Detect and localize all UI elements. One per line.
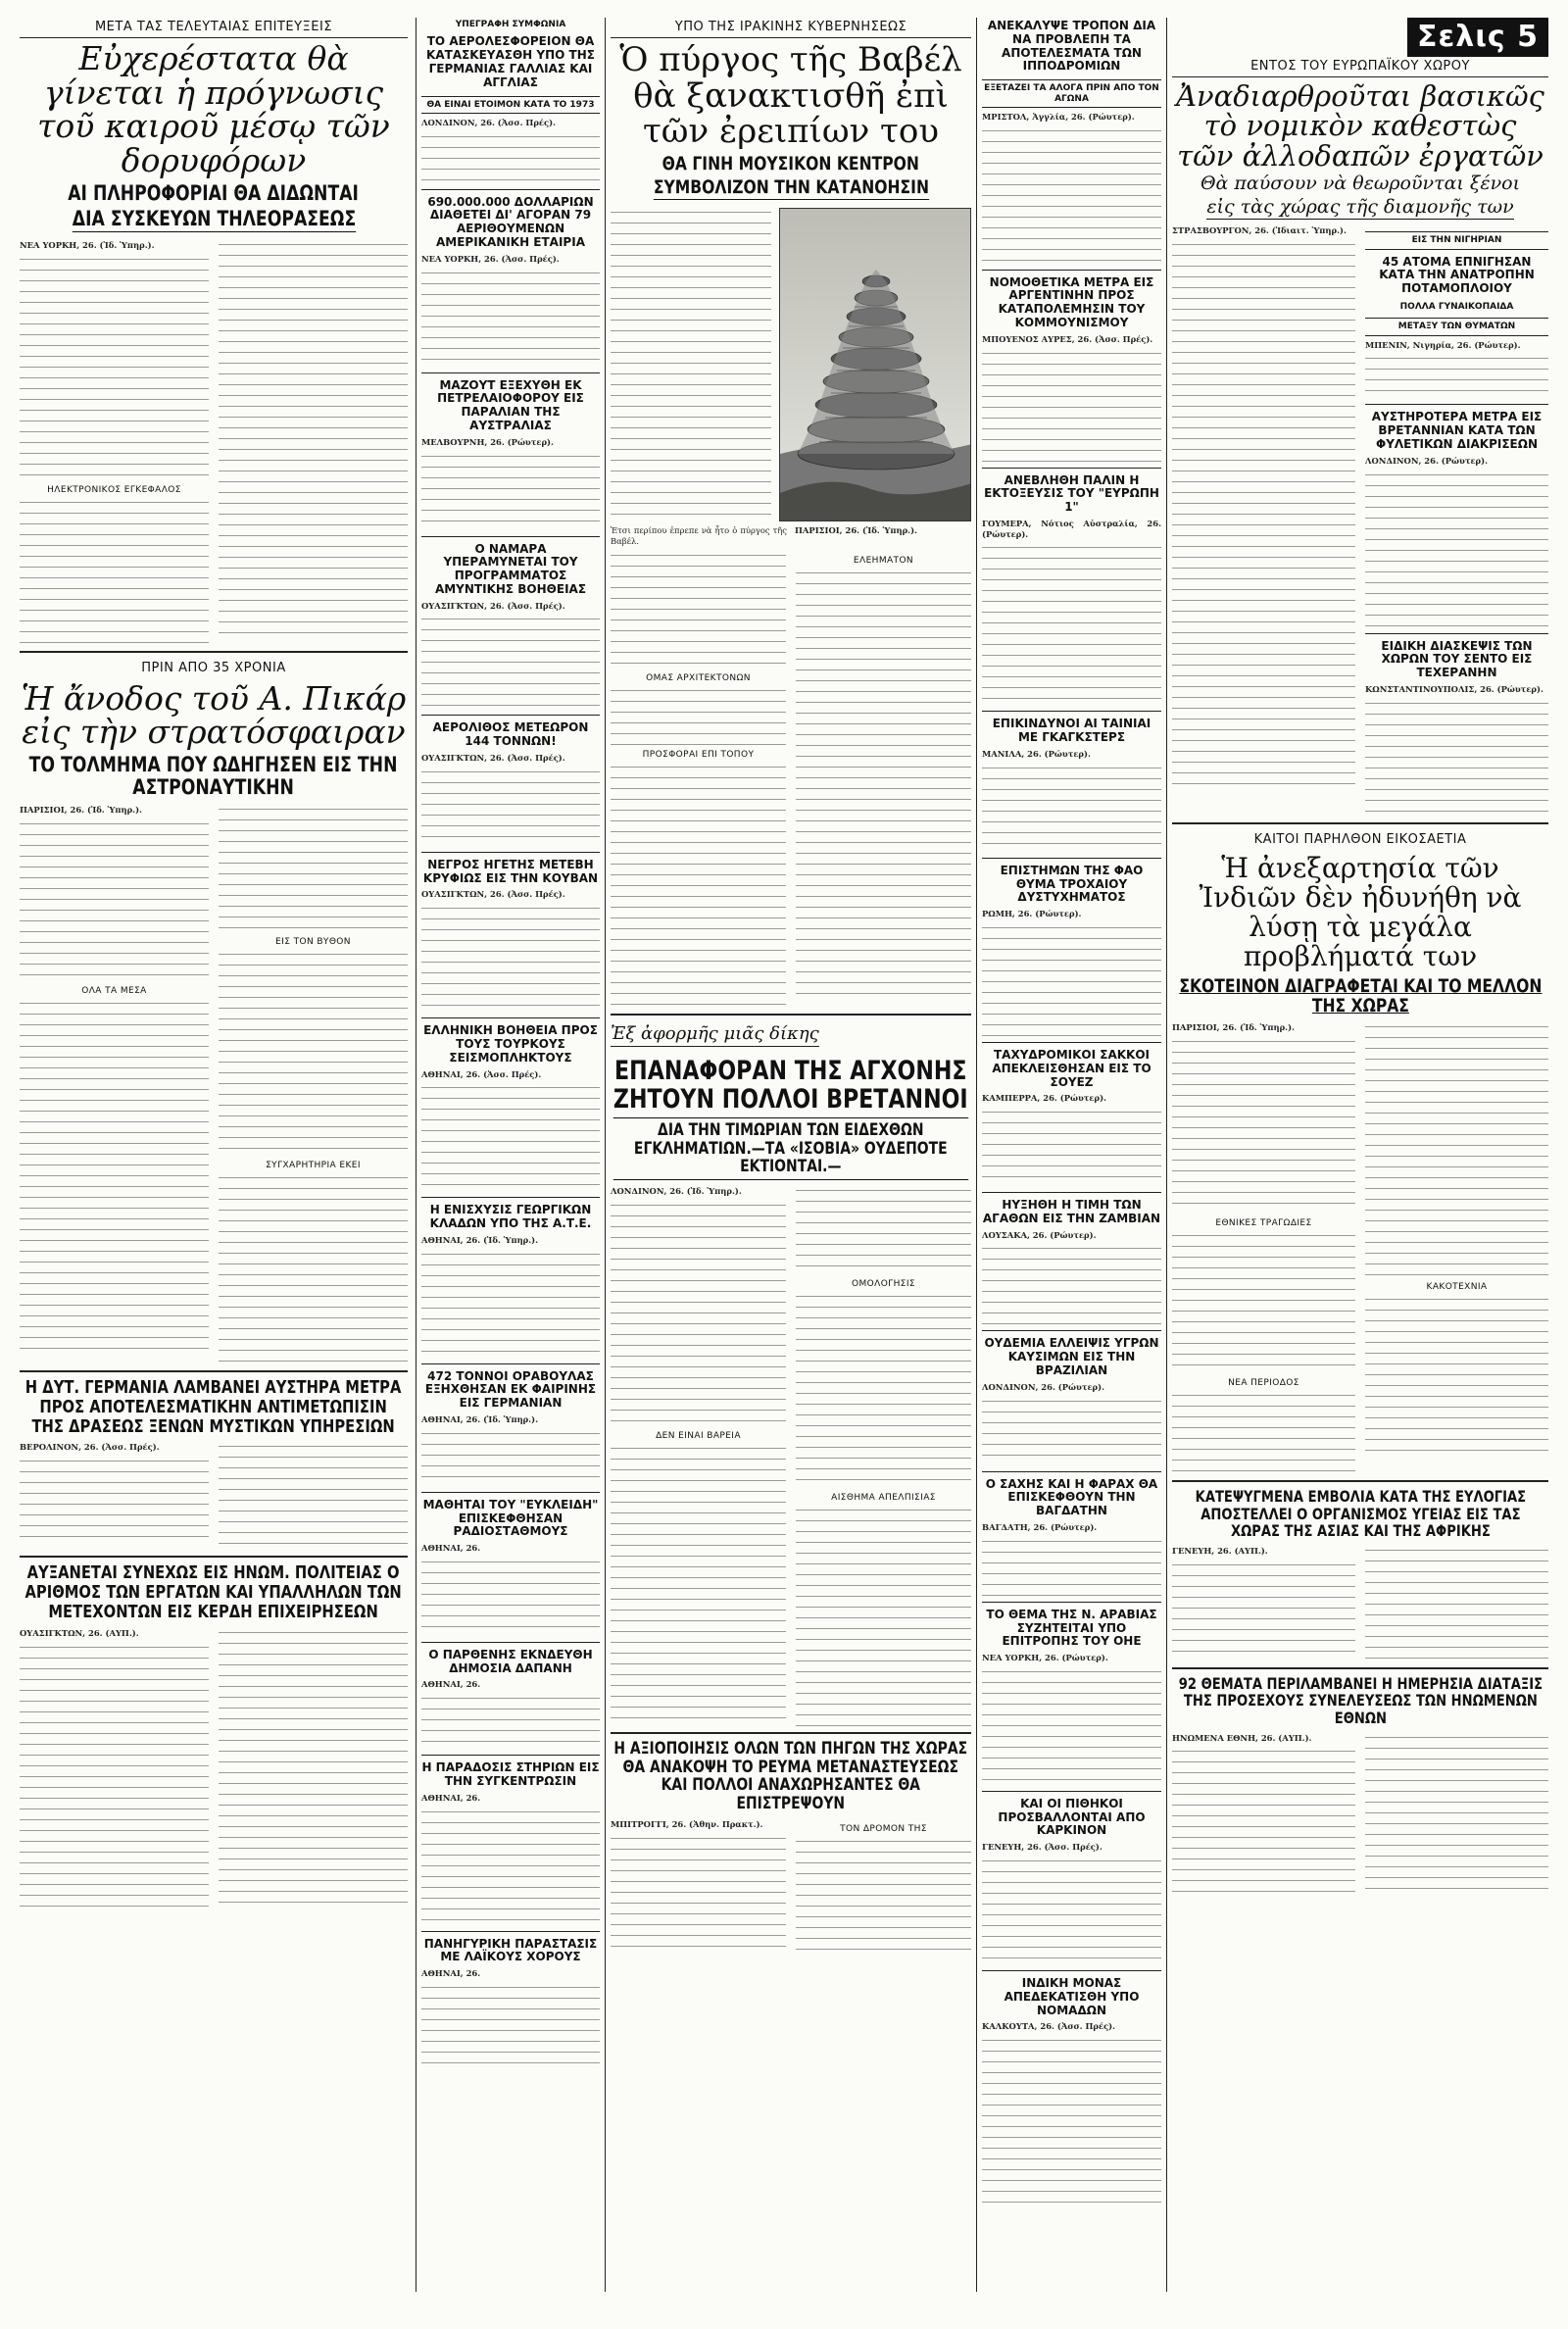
divider — [421, 1363, 600, 1364]
text-block — [982, 1537, 1161, 1596]
kicker: ΠΡΙΝ ΑΠΟ 35 ΧΡΟΝΙΑ — [141, 660, 286, 675]
dateline-text: ΠΑΡΙΣΙΟΙ, 26. (Ἰδ. Ὑπηρ.). — [795, 524, 917, 535]
dateline-text: ΛΟΝΔΙΝΟΝ, 26. (Ἰδ. Ὑπηρ.). — [611, 1186, 742, 1197]
text-block — [1172, 1747, 1355, 1894]
article-body — [611, 1186, 971, 1726]
text-block — [982, 2036, 1161, 2203]
text-block — [1365, 699, 1548, 817]
text-block — [982, 1857, 1161, 1964]
deck: εἰς τὰς χώρας τῆς διαμονῆς των — [1206, 196, 1514, 219]
dateline-text: ΒΕΡΟΛΙΝΟΝ, 26. (Ἀσσ. Πρές). — [20, 1442, 160, 1453]
divider — [421, 1017, 600, 1018]
article-body — [1172, 225, 1548, 816]
dateline-text: ΛΟΥΣΑΚΑ, 26. (Ρώυτερ). — [982, 1229, 1097, 1240]
divider — [982, 270, 1161, 271]
text-block — [982, 126, 1161, 264]
dateline — [982, 1653, 1161, 1663]
headline: ΕΛΛΗΝΙΚΗ ΒΟΗΘΕΙΑ ΠΡΟΣ ΤΟΥΣ ΤΟΥΡΚΟΥΣ ΣΕΙΣΜΟΠΛΗΚΤΟΥΣ — [423, 1023, 598, 1065]
dateline — [421, 1793, 600, 1804]
dateline — [20, 1628, 209, 1639]
text-block — [421, 1983, 600, 2071]
headline: ΜΑΖΟΥΤ ΕΞΕΧΥΘΗ ΕΚ ΠΕΤΡΕΛΑΙΟΦΟΡΟΥ ΕΙΣ ΠΑΡΑΛΙΑΝ ΤΗΣ ΑΥΣΤΡΑΛΙΑΣ — [437, 377, 584, 432]
text-block — [20, 819, 209, 981]
dateline-text: ΟΥΑΣΙΓΚΤΩΝ, 26. (Ἀσσ. Πρές). — [421, 600, 565, 611]
text-block — [796, 1506, 971, 1726]
divider — [611, 1014, 971, 1016]
dateline-text: ΝΕΑ ΥΟΡΚΗ, 26. (Ἀσσ. Πρές). — [421, 253, 560, 264]
headline: 472 ΤΟΝΝΟΙ ΟΡΑΒΟΥΛΑΣ ΕΞΗΧΘΗΣΑΝ ΕΚ ΦΑΙΡΙΝΗΣ ΕΙΣ ΓΕΡΜΑΝΙΑΝ — [424, 1368, 597, 1411]
headline: ΝΕΓΡΟΣ ΗΓΕΤΗΣ ΜΕΤΕΒΗ ΚΡΥΦΙΩΣ ΕΙΣ ΤΗΝ ΚΟΥΒΑΝ — [422, 857, 599, 885]
text-block — [982, 349, 1161, 462]
divider — [982, 711, 1161, 712]
text-block — [611, 1444, 786, 1718]
headline: 45 ΑΤΟΜΑ ΕΠΝΙΓΗΣΑΝ ΚΑΤΑ ΤΗΝ ΑΝΑΤΡΟΠΗΝ ΠΟΤΑΜΟΠΛΟΙΟΥ — [1379, 254, 1535, 296]
headline: ΑΝΕΚΑΛΥΨΕ ΤΡΟΠΟΝ ΔΙΑ ΝΑ ΠΡΟΒΛΕΠΗ ΤΑ ΑΠΟΤΕΛΕΣΜΑΤΑ ΤΩΝ ΙΠΠΟΔΡΟΜΙΩΝ — [987, 19, 1156, 74]
subhead: ΟΜΑΣ ΑΡΧΙΤΕΚΤΟΝΩΝ — [646, 672, 751, 683]
subhead: ΠΡΟΣΦΟΡΑΙ ΕΠΙ ΤΟΠΟΥ — [642, 749, 755, 760]
headline: ΙΝΔΙΚΗ ΜΟΝΑΣ ΑΠΕΔΕΚΑΤΙΣΘΗ ΥΠΟ ΝΟΜΑΔΩΝ — [1004, 1975, 1140, 2017]
dateline — [421, 254, 600, 265]
text-block — [219, 1628, 408, 1912]
dateline-text: ΗΝΩΜΕΝΑ ΕΘΝΗ, 26. (ΑΥΠ.). — [1172, 1732, 1312, 1743]
photo-row — [611, 208, 971, 521]
text-block — [219, 950, 408, 1156]
divider — [20, 1370, 408, 1372]
text-block — [1365, 354, 1548, 398]
text-block — [611, 686, 786, 745]
headline: Ο ΣΑΧΗΣ ΚΑΙ Η ΦΑΡΑΧ ΘΑ ΕΠΙΣΚΕΦΘΟΥΝ ΤΗΝ ΒΑΓΔΑΤΗΝ — [985, 1476, 1158, 1518]
dateline-text: ΜΠΙΤΡΟΓΓΙ, 26. (Ἀθην. Πρακτ.). — [611, 1818, 763, 1829]
column-1 — [20, 18, 408, 2292]
text-block — [1365, 1546, 1548, 1661]
article-body — [20, 805, 408, 1364]
column-5 — [1172, 18, 1548, 2292]
divider — [421, 372, 600, 373]
dateline — [421, 437, 600, 448]
subhead: ΣΥΓΧΑΡΗΤΗΡΙΑ ΕΚΕΙ — [266, 1160, 361, 1170]
text-block — [796, 1186, 971, 1274]
divider — [421, 1492, 600, 1493]
text-block — [982, 1108, 1161, 1186]
headline: Η ΑΞΙΟΠΟΙΗΣΙΣ ΟΛΩΝ ΤΩΝ ΠΗΓΩΝ ΤΗΣ ΧΩΡΑΣ ΘΑ ΑΝΑΚΟΨΗ ΤΟ ΡΕΥΜΑ ΜΕΤΑΝΑΣΤΕΥΣΕΩΣ ΚΑΙ ΠΟΛΛΟΙ ΑΝΑΧΩΡΗΣΑΝΤΕΣ ΘΑ ΕΠΙΣΤΡΕΨΟΥΝ — [613, 1739, 968, 1814]
deck: ΣΚΟΤΕΙΝΟΝ ΔΙΑΓΡΑΦΕΤΑΙ ΚΑΙ ΤΟ ΜΕΛΛΟΝ ΤΗΣ ΧΩΡΑΣ — [1178, 974, 1543, 1017]
dateline — [421, 1679, 600, 1690]
headline: 92 ΘΕΜΑΤΑ ΠΕΡΙΛΑΜΒΑΝΕΙ Η ΗΜΕΡΗΣΙΑ ΔΙΑΤΑΞΙΣ ΤΗΣ ΠΡΟΣΕΧΟΥΣ ΣΥΝΕΛΕΥΣΕΩΣ ΤΩΝ ΗΝΩΜΕΝΩΝ ΕΘΝΩΝ — [1178, 1673, 1543, 1728]
deck: ΔΙΑ ΣΥΣΚΕΥΩΝ ΤΗΛΕΟΡΑΣΕΩΣ — [72, 208, 355, 232]
dateline-text: ΟΥΑΣΙΓΚΤΩΝ, 26. (Ἀσσ. Πρές). — [421, 889, 565, 900]
column-rule — [976, 18, 977, 2292]
column-3 — [611, 18, 971, 2292]
dateline-text: ΑΘΗΝΑΙ, 26. (Ἰδ. Ὑπηρ.). — [421, 1234, 539, 1245]
dateline-text: ΜΠΟΥΕΝΟΣ ΑΥΡΕΣ, 26. (Ἀσσ. Πρές). — [982, 333, 1153, 344]
subhead: ΕΘΝΙΚΕΣ ΤΡΑΓΩΔΙΕΣ — [1215, 1218, 1312, 1229]
dateline-text: ΠΑΡΙΣΙΟΙ, 26. (Ἰδ. Ὑπηρ.). — [20, 804, 142, 815]
text-block — [20, 999, 209, 1352]
dateline-text: ΛΟΝΔΙΝΟΝ, 26. (Ρώυτερ). — [982, 1381, 1105, 1392]
divider — [982, 468, 1161, 469]
dateline-text: ΣΤΡΑΣΒΟΥΡΓΟΝ, 26. (Ἰδιαιτ. Ὑπηρ.). — [1172, 225, 1347, 236]
headline: Η ΔΥΤ. ΓΕΡΜΑΝΙΑ ΛΑΜΒΑΝΕΙ ΑΥΣΤΗΡΑ ΜΕΤΡΑ ΠΡΟΣ ΑΠΟΤΕΛΕΣΜΑΤΙΚΗΝ ΑΝΤΙΜΕΤΩΠΙΣΙΝ ΤΗΣ ΔΡΑΣΕΩΣ ΞΕΝΩΝ ΜΥΣΤΙΚΩΝ ΥΠΗΡΕΣΙΩΝ — [25, 1376, 402, 1437]
divider — [421, 1197, 600, 1198]
dateline — [20, 805, 209, 816]
dateline — [795, 525, 971, 547]
text-block — [611, 763, 786, 1008]
headline: Εὐχερέστατα θὰ γίνεται ἡ πρόγνωσις τοῦ καιροῦ μέσῳ τῶν δορυφόρων — [37, 39, 390, 179]
dateline-text: ΑΘΗΝΑΙ, 26. (Ἀσσ. Πρές). — [421, 1068, 542, 1079]
text-block — [1172, 1037, 1355, 1214]
headline: Ο ΝΑΜΑΡΑ ΥΠΕΡΑΜΥΝΕΤΑΙ ΤΟΥ ΠΡΟΓΡΑΜΜΑΤΟΣ ΑΜΥΝΤΙΚΗΣ ΒΟΗΘΕΙΑΣ — [434, 541, 587, 596]
dateline-text: ΑΘΗΝΑΙ, 26. — [421, 1543, 481, 1554]
article-body — [1172, 1733, 1548, 1898]
text-block — [219, 1173, 408, 1364]
text-block — [421, 1429, 600, 1486]
dateline-text: ΡΩΜΗ, 26. (Ρώυτερ). — [982, 909, 1082, 919]
dateline-text: ΑΘΗΝΑΙ, 26. — [421, 1679, 481, 1690]
dateline-text: ΝΕΑ ΥΟΡΚΗ, 26. (Ρώυτερ). — [982, 1653, 1108, 1663]
text-block — [611, 1201, 786, 1426]
headline: ΕΠΙΚΙΝΔΥΝΟΙ ΑΙ ΤΑΙΝΙΑΙ ΜΕ ΓΚΑΓΚΣΤΕΡΣ — [992, 717, 1152, 745]
photo-caption: Ἐτσι περίπου ἐπρεπε νὰ ἦτο ὁ πύργος τῆς Βαβέλ. — [611, 524, 787, 546]
text-block — [1172, 1231, 1355, 1373]
dateline — [421, 1968, 600, 1979]
dateline — [421, 1414, 600, 1425]
text-block — [982, 543, 1161, 705]
text-block — [219, 240, 408, 634]
divider — [20, 1556, 408, 1558]
headline: ΕΠΑΝΑΦΟΡΑΝ ΤΗΣ ΑΓΧΟΝΗΣ ΖΗΤΟΥΝ ΠΟΛΛΟΙ ΒΡΕΤΑΝΝΟΙ — [613, 1055, 968, 1115]
divider — [982, 1042, 1161, 1043]
divider — [611, 1732, 971, 1734]
dateline — [1365, 684, 1548, 695]
divider — [982, 1192, 1161, 1193]
text-block — [421, 132, 600, 183]
deck: ΘΑ ΓΙΝΗ ΜΟΥΣΙΚΟΝ ΚΕΝΤΡΟΝ — [662, 153, 920, 175]
subhead: ΕΛΕΗΜΑΤΟΝ — [853, 555, 914, 566]
dateline — [421, 889, 600, 900]
subhead: ΕΙΣ ΤΟΝ ΒΥΘΟΝ — [275, 936, 351, 947]
text-block — [982, 1667, 1161, 1785]
headline: ΚΑΙ ΟΙ ΠΙΘΗΚΟΙ ΠΡΟΣΒΑΛΛΟΝΤΑΙ ΑΠΟ ΚΑΡΚΙΝΟΝ — [998, 1796, 1146, 1838]
dateline-text: ΛΟΝΔΙΝΟΝ, 26. (Ρώυτερ). — [1365, 455, 1489, 466]
headline: Ἡ ἀνεξαρτησία τῶν Ἰνδιῶν δὲν ἠδυνήθη νὰ λύσῃ τὰ μεγάλα προβλήματά των — [1199, 851, 1522, 973]
kicker: ΥΠΕΓΡΑΦΗ ΣΥΜΦΩΝΙΑ — [455, 20, 566, 29]
divider — [421, 536, 600, 537]
headline: ΝΟΜΟΘΕΤΙΚΑ ΜΕΤΡΑ ΕΙΣ ΑΡΓΕΝΤΙΝΗΝ ΠΡΟΣ ΚΑΤΑΠΟΛΕΜΗΣΙΝ ΤΟΥ ΚΟΜΜΟΥΝΙΣΜΟΥ — [989, 274, 1154, 330]
dateline — [421, 118, 600, 128]
text-block — [20, 255, 209, 480]
dateline — [982, 1842, 1161, 1853]
deck: ΑΙ ΠΛΗΡΟΦΟΡΙΑΙ ΘΑ ΔΙΔΩΝΤΑΙ — [68, 180, 360, 205]
divider — [1365, 633, 1548, 634]
dateline — [421, 601, 600, 612]
dateline-text: ΚΩΝΣΤΑΝΤΙΝΟΥΠΟΛΙΣ, 26. (Ρώυτερ). — [1365, 683, 1544, 694]
text-block — [219, 805, 408, 932]
deck: ΠΟΛΛΑ ΓΥΝΑΙΚΟΠΑΙΔΑ — [1399, 301, 1514, 312]
divider — [1365, 404, 1548, 405]
tower-illustration — [780, 209, 971, 520]
text-block — [421, 1694, 600, 1749]
text-block — [1365, 1022, 1548, 1277]
kicker: ΚΑΙΤΟΙ ΠΑΡΗΛΘΟΝ ΕΙΚΟΣΑΕΤΙΑ — [1253, 831, 1467, 847]
dateline — [982, 334, 1161, 345]
subhead: ΑΙΣΘΗΜΑ ΑΠΕΛΠΙΣΙΑΣ — [831, 1493, 936, 1504]
dateline-text: ΒΑΓΔΑΤΗ, 26. (Ρώυτερ). — [982, 1521, 1098, 1532]
divider — [982, 1970, 1161, 1971]
headline: Ἡ ἄνοδος τοῦ Α. Πικάρ εἰς τὴν στρατόσφαιραν — [21, 678, 407, 752]
subhead: ΗΛΕΚΤΡΟΝΙΚΟΣ ΕΓΚΕΦΑΛΟΣ — [47, 484, 181, 495]
deck: ΔΙΑ ΤΗΝ ΤΙΜΩΡΙΑΝ ΤΩΝ ΕΙΔΕΧΘΩΝ ΕΓΚΛΗΜΑΤΙΩΝ.—ΤΑ «ΙΣΟΒΙΑ» ΟΥΔΕΠΟΤΕ ΕΚΤΙΟΝΤΑΙ.— — [613, 1117, 968, 1180]
divider — [421, 1755, 600, 1756]
headline: ΤΑΧΥΔΡΟΜΙΚΟΙ ΣΑΚΚΟΙ ΑΠΕΚΛΕΙΣΘΗΣΑΝ ΕΙΣ ΤΟ ΣΟΥΕΖ — [992, 1047, 1152, 1089]
dateline — [421, 1069, 600, 1080]
dateline — [421, 1543, 600, 1554]
divider — [421, 189, 600, 190]
text-block — [421, 1558, 600, 1636]
dateline — [20, 240, 209, 251]
text-block — [982, 1244, 1161, 1324]
headline: ΕΙΔΙΚΗ ΔΙΑΣΚΕΨΙΣ ΤΩΝ ΧΩΡΩΝ ΤΟΥ ΣΕΝΤΟ ΕΙΣ ΤΕΧΕΡΑΝΗΝ — [1381, 638, 1533, 680]
dateline-text: ΟΥΑΣΙΓΚΤΩΝ, 26. (ΑΥΠ.). — [20, 1627, 139, 1638]
headline: ΕΠΙΣΤΗΜΩΝ ΤΗΣ ΦΑΟ ΘΥΜΑ ΤΡΟΧΑΙΟΥ ΔΥΣΤΥΧΗΜΑΤΟΣ — [1000, 863, 1144, 905]
headline: Η ΠΑΡΑΔΟΣΙΣ ΣΤΗΡΙΩΝ ΕΙΣ ΤΗΝ ΣΥΓΚΕΝΤΡΩΣΙΝ — [421, 1760, 600, 1789]
dateline-text: ΠΑΡΙΣΙΟΙ, 26. (Ἰδ. Ὑπηρ.). — [1172, 1022, 1295, 1033]
divider — [1172, 1480, 1548, 1482]
deck: ΘΑ ΕΙΝΑΙ ΕΤΟΙΜΟΝ ΚΑΤΑ ΤΟ 1973 — [421, 96, 600, 114]
dateline — [421, 753, 600, 764]
headline: ΚΑΤΕΨΥΓΜΕΝΑ ΕΜΒΟΛΙΑ ΚΑΤΑ ΤΗΣ ΕΥΛΟΓΙΑΣ ΑΠΟΣΤΕΛΛΕΙ Ο ΟΡΓΑΝΙΣΜΟΣ ΥΓΕΙΑΣ ΕΙΣ ΤΑΣ ΧΩΡΑΣ ΤΗΣ ΑΣΙΑΣ ΚΑΙ ΤΗΣ ΑΦΡΙΚΗΣ — [1195, 1487, 1526, 1541]
dateline-text: ΛΟΝΔΙΝΟΝ, 26. (Ἀσσ. Πρές). — [421, 117, 556, 127]
divider — [1172, 1667, 1548, 1669]
dateline — [982, 1382, 1161, 1393]
text-block — [1365, 471, 1548, 627]
subhead: ΔΕΝ ΕΙΝΑΙ ΒΑΡΕΙΑ — [656, 1430, 741, 1441]
dateline — [1365, 340, 1548, 351]
kicker: Ἐξ ἀφορμῆς μιᾶς δίκης — [611, 1025, 819, 1047]
dateline — [982, 1093, 1161, 1104]
kicker: ΜΕΤΑ ΤΑΣ ΤΕΛΕΥΤΑΙΑΣ ΕΠΙΤΕΥΞΕΙΣ — [20, 18, 408, 38]
page-number-badge: Σελις 5 — [1407, 18, 1548, 57]
kicker: ΕΙΣ ΤΗΝ ΝΙΓΗΡΙΑΝ — [1365, 231, 1548, 249]
column-4 — [982, 18, 1161, 2292]
headline: ΟΥΔΕΜΙΑ ΕΛΛΕΙΨΙΣ ΥΓΡΩΝ ΚΑΥΣΙΜΩΝ ΕΙΣ ΤΗΝ ΒΡΑΖΙΛΙΑΝ — [984, 1336, 1159, 1378]
text-block — [611, 551, 786, 669]
text-block — [20, 1643, 209, 1908]
article-body — [20, 1442, 408, 1550]
dateline-text: ΓΟΥΜΕΡΑ, Νότιος Αὐστραλία, 26. (Ρώυτερ). — [982, 518, 1161, 539]
text-block — [611, 208, 771, 521]
headline: ΑΝΕΒΛΗΘΗ ΠΑΛΙΝ Η ΕΚΤΟΞΕΥΣΙΣ ΤΟΥ "ΕΥΡΩΠΗ 1" — [984, 472, 1159, 515]
deck: Θὰ παύσουν νὰ θεωροῦνται ξένοι — [1200, 173, 1521, 195]
dateline — [982, 1230, 1161, 1241]
text-block — [982, 923, 1161, 1036]
headline: ΜΑΘΗΤΑΙ ΤΟΥ "ΕΥΚΛΕΙΔΗ" ΕΠΙΣΚΕΦΘΗΣΑΝ ΡΑΔΙΟΣΤΑΘΜΟΥΣ — [422, 1497, 599, 1539]
headline: 690.000.000 ΔΟΛΛΑΡΙΩΝ ΔΙΑΘΕΤΕΙ ΔΙ' ΑΓΟΡΑΝ 79 ΑΕΡΙΘΟΥΜΕΝΩΝ ΑΜΕΡΙΚΑΝΙΚΗ ΕΤΑΙΡΙΑ — [427, 194, 594, 250]
dateline — [611, 1186, 786, 1197]
dateline-text: ΝΕΑ ΥΟΡΚΗ, 26. (Ἰδ. Ὑπηρ.). — [20, 239, 155, 250]
headline: ΗΥΞΗΘΗ Η ΤΙΜΗ ΤΩΝ ΑΓΑΘΩΝ ΕΙΣ ΤΗΝ ΖΑΜΒΙΑΝ — [982, 1198, 1161, 1225]
article-body — [1172, 1022, 1548, 1474]
deck: ΜΕΤΑΞΥ ΤΩΝ ΘΥΜΑΤΩΝ — [1365, 318, 1548, 335]
divider — [421, 1642, 600, 1643]
column-rule — [605, 18, 606, 2292]
divider — [982, 1471, 1161, 1472]
tower-of-babel-photo — [779, 208, 971, 521]
dateline-text: ΜΑΝΙΛΑ, 26. (Ρώυτερ). — [982, 749, 1091, 760]
divider — [1172, 822, 1548, 824]
dateline — [982, 2021, 1161, 2032]
deck: ΣΥΜΒΟΛΙΖΟΝ ΤΗΝ ΚΑΤΑΝΟΗΣΙΝ — [653, 176, 929, 199]
dateline-text: ΚΑΛΚΟΥΤΑ, 26. (Ἀσσ. Πρές). — [982, 2021, 1116, 2032]
deck: ΤΟ ΤΟΛΜΗΜΑ ΠΟΥ ΩΔΗΓΗΣΕΝ ΕΙΣ ΤΗΝ ΑΣΤΡΟΝΑΥΤΙΚΗΝ — [29, 752, 398, 799]
text-block — [20, 498, 209, 645]
headline: ΤΟ ΘΕΜΑ ΤΗΣ Ν. ΑΡΑΒΙΑΣ ΣΥΖΗΤΕΙΤΑΙ ΥΠΟ ΕΠΙΤΡΟΠΗΣ ΤΟΥ ΟΗΕ — [986, 1607, 1157, 1649]
text-block — [421, 1250, 600, 1358]
deck: ΕΞΕΤΑΖΕΙ ΤΑ ΑΛΟΓΑ ΠΡΙΝ ΑΠΟ ΤΟΝ ΑΓΩΝΑ — [982, 79, 1161, 108]
dateline-text: ΚΑΜΠΕΡΡΑ, 26. (Ρώυτερ). — [982, 1093, 1106, 1104]
article-body — [20, 1628, 408, 1912]
text-block — [611, 1834, 786, 1952]
text-block — [796, 1292, 971, 1488]
dateline-text: ΜΕΛΒΟΥΡΝΗ, 26. (Ρώυτερ). — [421, 436, 554, 447]
headline: ΠΑΝΗΓΥΡΙΚΗ ΠΑΡΑΣΤΑΣΙΣ ΜΕ ΛΑΪΚΟΥΣ ΧΟΡΟΥΣ — [423, 1936, 598, 1964]
text-block — [796, 1837, 971, 1955]
dateline — [982, 749, 1161, 760]
dateline — [1172, 1546, 1355, 1557]
column-2 — [421, 18, 600, 2292]
subhead: ΤΟΝ ΔΡΟΜΟΝ ΤΗΣ — [840, 1823, 927, 1834]
newspaper-page — [20, 18, 1548, 2292]
text-block — [421, 615, 600, 709]
divider — [421, 852, 600, 853]
article-body — [20, 240, 408, 645]
subhead: ΝΕΑ ΠΕΡΙΟΔΟΣ — [1228, 1378, 1299, 1389]
article-body — [611, 551, 971, 1008]
kicker: ΥΠΟ ΤΗΣ ΙΡΑΚΙΝΗΣ ΚΥΒΕΡΝΗΣΕΩΣ — [611, 18, 971, 38]
dateline-text: ΓΕΝΕΥΗ, 26. (ΑΥΠ.). — [1172, 1545, 1268, 1556]
headline: Ὁ πύργος τῆς Βαβέλ θὰ ξανακτισθῆ ἐπὶ τῶν ἐρειπίων του — [619, 40, 962, 152]
section-label: ΕΝΤΟΣ ΤΟΥ ΕΥΡΩΠΑΪΚΟΥ ΧΩΡΟΥ — [1172, 57, 1548, 77]
dateline — [1172, 1733, 1355, 1744]
masthead — [1172, 18, 1548, 57]
text-block — [1365, 1733, 1548, 1898]
divider — [982, 1791, 1161, 1792]
dateline-text: ΑΘΗΝΑΙ, 26. — [421, 1968, 481, 1979]
text-block — [421, 269, 600, 367]
dateline — [1172, 225, 1355, 236]
dateline — [20, 1442, 209, 1453]
text-block — [982, 1397, 1161, 1465]
text-block — [982, 764, 1161, 852]
text-block — [219, 1442, 408, 1550]
dateline-text: ΜΡΙΣΤΟΛ, Ἀγγλία, 26. (Ρώυτερ). — [982, 111, 1135, 122]
dateline-text: ΑΘΗΝΑΙ, 26. (Ἰδ. Ὑπηρ.). — [421, 1414, 539, 1424]
dateline — [982, 1522, 1161, 1533]
text-block — [1172, 1391, 1355, 1474]
divider — [421, 1931, 600, 1932]
dateline — [982, 909, 1161, 919]
dateline — [982, 112, 1161, 123]
dateline-text: ΟΥΑΣΙΓΚΤΩΝ, 26. (Ἀσσ. Πρές). — [421, 753, 565, 764]
divider — [982, 858, 1161, 859]
divider — [982, 1330, 1161, 1331]
text-block — [421, 1808, 600, 1925]
text-block — [421, 904, 600, 1012]
subhead: ΟΛΑ ΤΑ ΜΕΣΑ — [81, 985, 147, 996]
text-block — [20, 1457, 209, 1545]
dateline — [982, 519, 1161, 540]
text-block — [421, 1083, 600, 1191]
dateline — [1365, 456, 1548, 467]
subhead: ΟΜΟΛΟΓΗΣΙΣ — [852, 1279, 915, 1290]
headline: ΤΟ ΑΕΡΟΛΕΣΦΟΡΕΙΟΝ ΘΑ ΚΑΤΑΣΚΕΥΑΣΘΗ ΥΠΟ ΤΗΣ ΓΕΡΜΑΝΙΑΣ ΓΑΛΛΙΑΣ ΚΑΙ ΑΓΓΛΙΑΣ — [426, 34, 595, 89]
text-block — [1365, 1295, 1548, 1457]
column-rule — [1166, 18, 1167, 2292]
article-body — [1172, 1546, 1548, 1661]
text-block — [421, 452, 600, 530]
headline: Ο ΠΑΡΘΕΝΗΣ ΕΚΝΔΕΥΘΗ ΔΗΜΟΣΙΑ ΔΑΠΑΝΗ — [428, 1647, 593, 1675]
article-body — [611, 1819, 971, 1955]
dateline-text: ΑΘΗΝΑΙ, 26. — [421, 1792, 481, 1803]
text-block — [1172, 1561, 1355, 1659]
text-block — [1172, 240, 1355, 789]
divider — [982, 1602, 1161, 1603]
headline: ΑΥΣΤΗΡΟΤΕΡΑ ΜΕΤΡΑ ΕΙΣ ΒΡΕΤΑΝΝΙΑΝ ΚΑΤΑ ΤΩΝ ΦΥΛΕΤΙΚΩΝ ΔΙΑΚΡΙΣΕΩΝ — [1371, 410, 1543, 451]
headline: ΑΕΡΟΛΙΘΟΣ ΜΕΤΕΩΡΟΝ 144 ΤΟΝΝΩΝ! — [432, 720, 589, 749]
divider — [421, 715, 600, 716]
divider — [20, 651, 408, 653]
dateline — [611, 1819, 786, 1830]
text-block — [796, 569, 971, 1000]
dateline-text: ΜΠΕΝΙΝ, Νιγηρία, 26. (Ρώυτερ). — [1365, 339, 1521, 350]
dateline-text: ΓΕΝΕΥΗ, 26. (Ἀσσ. Πρές). — [982, 1842, 1102, 1853]
headline: ΑΥΞΑΝΕΤΑΙ ΣΥΝΕΧΩΣ ΕΙΣ ΗΝΩΜ. ΠΟΛΙΤΕΙΑΣ Ο ΑΡΙΘΜΟΣ ΤΩΝ ΕΡΓΑΤΩΝ ΚΑΙ ΥΠΑΛΛΗΛΩΝ ΤΩΝ ΜΕΤΕΧΟΝΤΩΝ ΕΙΣ ΚΕΡΔΗ ΕΠΙΧΕΙΡΗΣΕΩΝ — [24, 1562, 403, 1622]
dateline — [1172, 1022, 1355, 1033]
subhead: ΚΑΚΟΤΕΧΝΙΑ — [1426, 1282, 1488, 1293]
headline: Η ΕΝΙΣΧΥΣΙΣ ΓΕΩΡΓΙΚΩΝ ΚΛΑΔΩΝ ΥΠΟ ΤΗΣ Α.Τ.Ε. — [429, 1203, 592, 1231]
text-block — [421, 768, 600, 846]
dateline — [421, 1235, 600, 1246]
headline: Ἀναδιαρθροῦται βασικῶς τὸ νομικὸν καθεστὼς τῶν ἀλλοδαπῶν ἐργατῶν — [1176, 79, 1544, 173]
caption-row — [611, 521, 971, 551]
